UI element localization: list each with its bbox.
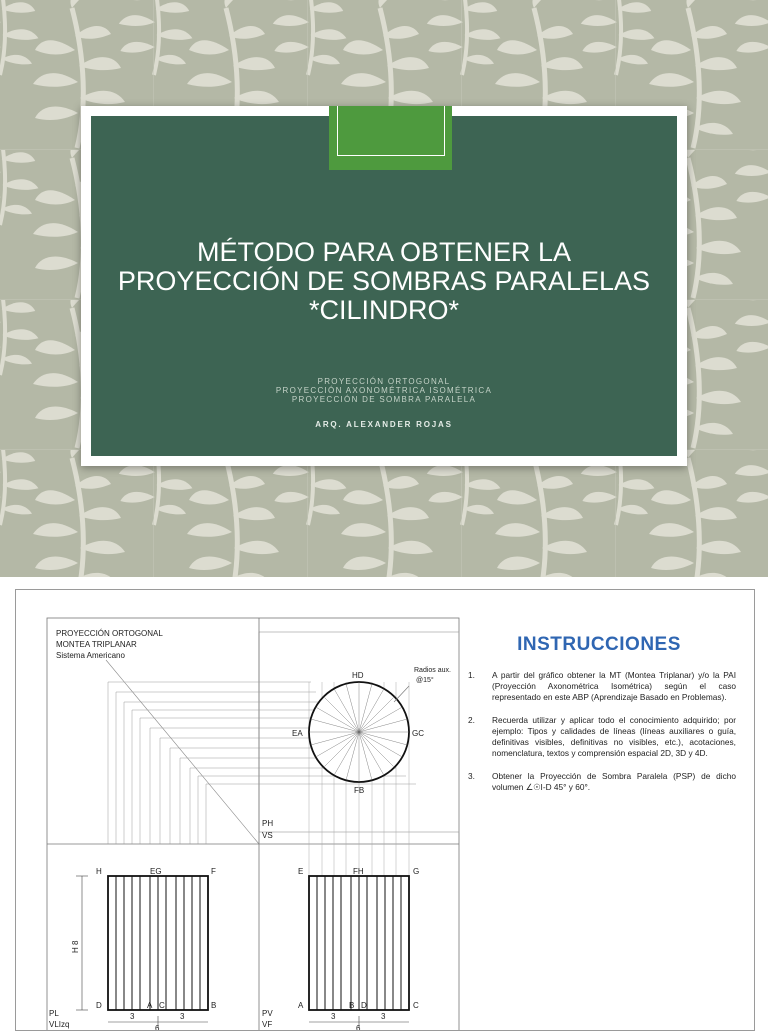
label-vf: VF <box>262 1020 273 1029</box>
dim-3-b: 3 <box>180 1012 185 1021</box>
label-g: G <box>413 867 420 876</box>
instructions-title: INSTRUCCIONES <box>517 634 681 655</box>
dim-3-a: 3 <box>130 1012 135 1021</box>
label-pv: PV <box>262 1009 273 1018</box>
subtitle-2: PROYECCIÓN AXONOMÉTRICA ISOMÉTRICA <box>275 386 493 395</box>
front-view-cylinder <box>309 876 409 1010</box>
label-fh: FH <box>353 867 364 876</box>
label-d2: D <box>361 1001 367 1010</box>
instruction-number: 1. <box>468 670 475 680</box>
instruction-item <box>462 715 736 759</box>
instruction-number: 2. <box>468 715 475 725</box>
author-name: ARQ. ALEXANDER ROJAS <box>315 420 453 429</box>
label-b: B <box>211 1001 217 1010</box>
drawing-header-2: MONTEA TRIPLANAR <box>56 640 137 649</box>
title-line-2: PROYECCIÓN DE SOMBRAS PARALELAS <box>117 266 651 296</box>
dim-6-b: 6 <box>356 1024 361 1030</box>
instruction-item <box>462 670 736 703</box>
label-pl: PL <box>49 1009 59 1018</box>
instruction-number: 3. <box>468 771 475 781</box>
drawing-header-1: PROYECCIÓN ORTOGONAL <box>56 629 163 638</box>
label-vlizq: VLIzq <box>49 1020 70 1029</box>
exercise-slide <box>0 577 768 1030</box>
label-a: A <box>147 1001 153 1010</box>
top-view-circle <box>309 682 409 782</box>
label-d: D <box>96 1001 102 1010</box>
label-b2: B <box>349 1001 355 1010</box>
instruction-text: Obtener la Proyección de Sombra Paralela (PSP) de dicho volumen ∠☉I-D 45° y 60°. <box>492 771 736 792</box>
label-c: C <box>159 1001 165 1010</box>
instruction-text: Recuerda utilizar y aplicar todo el conocimiento adquirido; por ejemplo: Tipos y calidades de líneas (líneas auxiliares o guía, definitivas visibles, definitivas no visibles, etc.), acotaciones, nomenclatura, textos y comprensión espacial 2D, 3D y 4D. <box>492 715 736 758</box>
subtitle-list <box>91 377 677 404</box>
label-f: F <box>211 867 216 876</box>
instruction-item <box>462 771 736 793</box>
instructions-panel <box>462 634 736 805</box>
label-c2: C <box>413 1001 419 1010</box>
dim-3-c: 3 <box>331 1012 336 1021</box>
label-h8: H 8 <box>71 940 80 953</box>
label-gc: GC <box>412 729 424 738</box>
label-ea: EA <box>292 729 303 738</box>
dim-6-a: 6 <box>155 1024 160 1030</box>
title-frame <box>81 106 687 466</box>
drawing-header-3: Sistema Americano <box>56 651 125 660</box>
label-fb: FB <box>354 786 365 795</box>
label-radios: Radios aux. <box>414 667 451 674</box>
label-hd: HD <box>352 671 364 680</box>
left-view-cylinder <box>108 876 208 1010</box>
label-radios-angle: @15° <box>416 677 434 684</box>
subtitle-3: PROYECCIÓN DE SOMBRA PARALELA <box>291 395 477 404</box>
title-panel <box>91 116 677 456</box>
subtitle-1: PROYECCIÓN ORTOGONAL <box>317 377 451 386</box>
dim-3-d: 3 <box>381 1012 386 1021</box>
label-ph: PH <box>262 819 274 828</box>
miter-line <box>106 660 259 844</box>
label-e: E <box>298 867 304 876</box>
label-vs: VS <box>262 831 273 840</box>
accent-tab <box>329 106 452 170</box>
label-eg: EG <box>150 867 162 876</box>
instructions-list <box>462 670 736 793</box>
title-line-3: *CILINDRO* <box>308 295 460 325</box>
label-h: H <box>96 867 102 876</box>
slide-title <box>91 238 677 325</box>
exercise-sheet <box>15 589 755 1031</box>
instruction-text: A partir del gráfico obtener la MT (Montea Triplanar) y/o la PAI (Proyección Axonométrica Isométrica) según el caso representado en este ABP (Aprendizaje Basado en Problemas). <box>492 670 736 702</box>
title-line-1: MÉTODO PARA OBTENER LA <box>196 237 572 267</box>
label-a2: A <box>298 1001 304 1010</box>
